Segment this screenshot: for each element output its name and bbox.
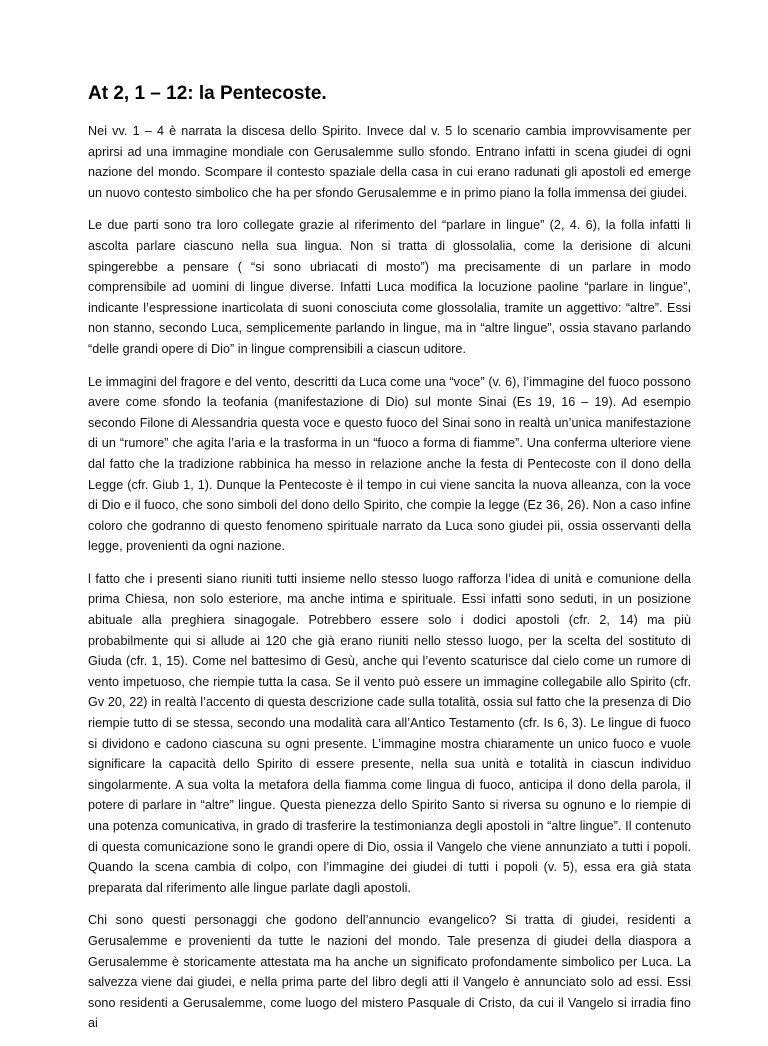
paragraph-2: Le due parti sono tra loro collegate grazie al riferimento del “parlare in lingue” (2, 4. 6), la folla infatti li ascolta parlare ciascuno nella sua lingua. Non si tratta di glossolalia, come la derisione di alcuni spingerebbe a pensare ( “si sono ubriacati di mosto”) ma precisamente di un parlare in modo comprensibile ad uomini di lingue diverse. Infatti Luca modifica la locuzione paoline “parlare in lingue”, indicante l’espressione inarticolata di suoni conosciuta come glossolalia, tramite un aggettivo: “altre”. Essi non stanno, secondo Luca, semplicemente parlando in lingue, ma in “altre lingue”, ossia stavano parlando “delle grandi opere di Dio” in lingue comprensibili a ciascun uditore. [88, 218, 691, 356]
document-body [88, 121, 691, 1046]
paragraph-4: l fatto che i presenti siano riuniti tutti insieme nello stesso luogo rafforza l’idea di unità e comunione della prima Chiesa, non solo esteriore, ma anche intima e spirituale. Essi infatti sono seduti, in un posizione abituale alla preghiera sinagogale. Potrebbero essere solo i dodici apostoli (cfr. 2, 14) ma più probabilmente qui si allude ai 120 che già erano riuniti nello stesso luogo, per la scelta del sostituto di Giuda (cfr. 1, 15). Come nel battesimo di Gesù, anche qui l’evento scaturisce dal cielo come un rumore di vento impetuoso, che riempie tutta la casa. Se il vento può essere un immagine collegabile allo Spirito (cfr. Gv 20, 22) in realtà l’accento di questa descrizione cade sulla totalità, ossia sul fatto che la presenza di Dio riempie tutto di se stessa, secondo una modalità cara all’Antico Testamento (cfr. Is 6, 3). Le lingue di fuoco si dividono e cadono ciascuna su ogni presente. L’immagine mostra chiaramente un unico fuoco e vuole significare la capacità dello Spirito di essere presente, nella sua unità e totalità in ciascun individuo singolarmente. A sua volta la metafora della fiamma come lingua di fuoco, anticipa il dono della parola, il potere di parlare in “altre” lingue. Questa pienezza dello Spirito Santo si riversa su ognuno e lo riempie di una potenza comunicativa, in grado di trasferire la testimonianza degli apostoli in “altre lingue”. Il contenuto di questa comunicazione sono le grandi opere di Dio, ossia il Vangelo che viene annunziato a tutti i popoli. Quando la scena cambia di colpo, con l’immagine dei giudei di tutti i popoli (v. 5), essa era già stata preparata dal riferimento alle lingue parlate dagli apostoli. [88, 571, 691, 895]
paragraph-1: Nei vv. 1 – 4 è narrata la discesa dello Spirito. Invece dal v. 5 lo scenario cambia improvvisamente per aprirsi ad una immagine mondiale con Gerusalemme sullo sfondo. Entrano infatti in scena giudei di ogni nazione del mondo. Scompare il contesto spaziale della casa in cui erano radunati gli apostoli ed emerge un nuovo contesto simbolico che ha per sfondo Gerusalemme e in primo piano la folla immensa dei giudei. [88, 124, 691, 200]
paragraph-5: Chi sono questi personaggi che godono dell’annuncio evangelico? Si tratta di giudei, residenti a Gerusalemme e provenienti da tutte le nazioni del mondo. Tale presenza di giudei della diaspora a Gerusalemme è storicamente attestata ma ha anche un significato profondamente simbolico per Luca. La salvezza viene dai giudei, e nella prima parte del libro degli atti il Vangelo è annunciato solo ad essi. Essi sono residenti a Gerusalemme, come luogo del mistero Pasquale di Cristo, da cui il Vangelo si irradia fino ai [88, 913, 691, 1031]
paragraph-3: Le immagini del fragore e del vento, descritti da Luca come una “voce” (v. 6), l’immagine del fuoco possono avere come sfondo la teofania (manifestazione di Dio) sul monte Sinai (Es 19, 16 – 19). Ad esempio secondo Filone di Alessandria questa voce e questo fuoco del Sinai sono in realtà un’unica manifestazione di un “rumore” che agita l’aria e la trasforma in un “fuoco a forma di fiamme”. Una conferma ulteriore viene dal fatto che la tradizione rabbinica ha messo in relazione anche la festa di Pentecoste con il dono della Legge (cfr. Giub 1, 1). Dunque la Pentecoste è il tempo in cui viene sancita la nuova alleanza, con la voce di Dio e il fuoco, che sono simboli del dono dello Spirito, che compie la legge (Ez 36, 26). Non a caso infine coloro che godranno di questo fenomeno spirituale narrato da Luca sono giudei pii, ossia osservanti della legge, provenienti da ogni nazione. [88, 374, 691, 554]
document-title: At 2, 1 – 12: la Pentecoste. [88, 83, 327, 104]
